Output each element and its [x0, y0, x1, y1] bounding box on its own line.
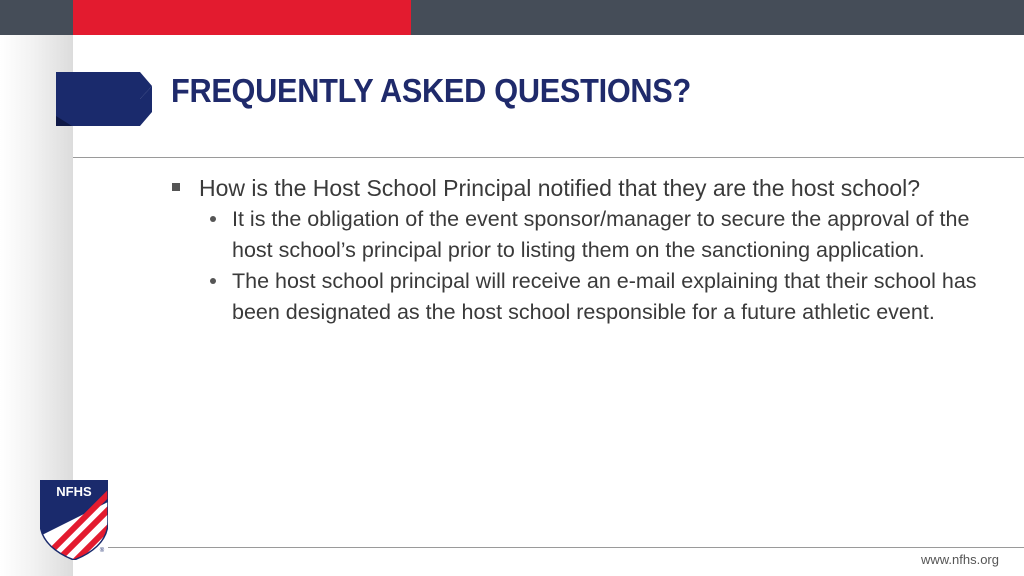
answer-item: [210, 204, 992, 266]
round-bullet-icon: [210, 216, 216, 222]
title-tab-shape: [56, 72, 152, 126]
round-bullet-icon: [210, 278, 216, 284]
answer-item: [210, 266, 992, 328]
page-title: FREQUENTLY ASKED QUESTIONS?: [171, 72, 691, 109]
nfhs-logo: [40, 480, 108, 560]
square-bullet-icon: [172, 183, 180, 191]
footer-url: www.nfhs.org: [920, 552, 999, 567]
question-text: How is the Host School Principal notified that they are the host school?: [199, 175, 921, 201]
answer-list: [210, 204, 992, 328]
footer-divider: [108, 547, 1024, 548]
logo-text: NFHS: [56, 484, 92, 499]
logo-registered-mark: ®: [99, 548, 105, 554]
faq-content: [172, 172, 992, 328]
answer-text: It is the obligation of the event sponsor/manager to secure the approval of the host school’s principal prior to listing them on the sanctioning application.: [232, 207, 970, 262]
question-item: [172, 172, 992, 204]
answer-text: The host school principal will receive an e-mail explaining that their school has been designated as the host school responsible for a future athletic event.: [232, 269, 977, 324]
title-divider: [73, 157, 1024, 158]
top-bar-accent: [73, 0, 411, 35]
